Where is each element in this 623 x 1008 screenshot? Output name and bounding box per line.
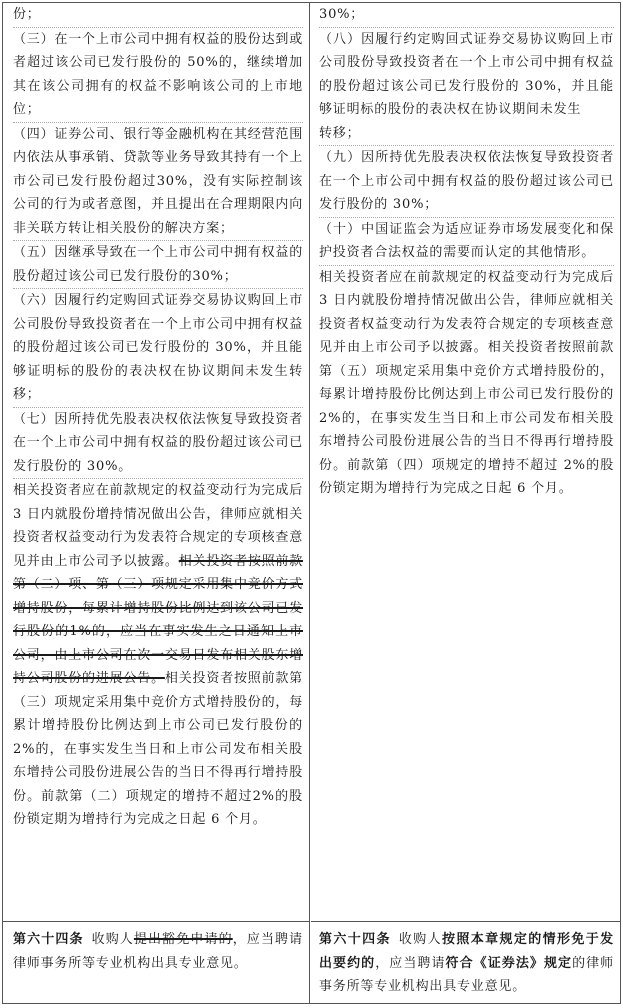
article-text: ，应当聘请 bbox=[375, 955, 446, 971]
left-cell-article-63 bbox=[3, 3, 310, 921]
left-item-4: （四）证券公司、银行等金融机构在其经营范围内依法从事承销、贷款等业务导致其持有一个上市公司已发行股份超过30%，没有实际控制该公司的行为或者意图，并且提出在合理期限内向非关联方转让相关股份的解决方案； bbox=[13, 126, 303, 236]
left-item-5: （五）因继承导致在一个上市公司中拥有权益的股份超过该公司已发行股份的30%； bbox=[13, 245, 303, 284]
deleted-text: 相关投资者按照前款第（二）项、第（三）项规定采用集中竞价方式增持股份，每累计增持股份比例达到该公司已发行股份的1%的，应当在事实发生之日通知上市公司，由上市公司在次一交易日发布相关股东增持公司股份的进展公告。 bbox=[13, 553, 303, 686]
article-number: 第六十四条 bbox=[13, 932, 84, 947]
right-disclosure-text: 相关投资者应在前款规定的权益变动行为完成后 3 日内就股份增持情况做出公告，律师应就相关投资者权益变动行为发表符合规定的专项核查意见并由上市公司予以披露。 bbox=[319, 269, 614, 355]
left-disclosure-paragraph bbox=[13, 479, 303, 832]
right-article-64 bbox=[319, 928, 614, 999]
right-disclosure-paragraph bbox=[319, 266, 614, 501]
left-item-3: （三）在一个上市公司中拥有权益的股份达到或者超过该公司已发行股份的 50%的，继续增加其在该公司拥有的权益不影响该公司的上市地位； bbox=[13, 31, 303, 117]
right-item-9: （九）因所持优先股表决权依法恢复导致投资者在一个上市公司中拥有权益的股份超过该公司已发行股份的 30%； bbox=[319, 150, 614, 212]
article-text: 的律师事务所等专业机构出具专业意见。 bbox=[319, 955, 614, 994]
article-text: 收购人 bbox=[91, 932, 134, 947]
deleted-text: 提出豁免申请的 bbox=[133, 932, 233, 947]
right-cell-article-64 bbox=[311, 921, 620, 1003]
left-disclosure-text: 相关投资者应在前款规定的权益变动行为完成后 3 日内就股份增持情况做出公告，律师应就相关投资者权益变动行为发表符合规定的专项核查意见并由上市公司予以披露。 bbox=[13, 483, 304, 569]
added-text: 按照本章规定的情形免于发出要约的 bbox=[319, 932, 614, 971]
left-item-6: （六）因履行约定购回式证券交易协议购回上市公司股份导致投资者在一个上市公司中拥有权益的股份超过该公司已发行股份的 30%，并且能够证明标的股份的表决权在协议期间未发生转移； bbox=[13, 293, 303, 402]
comparison-table bbox=[2, 2, 621, 1004]
right-item-8: （八）因履行约定购回式证券交易协议购回上市公司股份导致投资者在一个上市公司中拥有权益的股份超过该公司已发行股份的 30%，并且能够证明标的股份的表决权在协议期间未发生 bbox=[319, 31, 614, 117]
added-text: 符合《证券法》规定 bbox=[445, 955, 573, 971]
article-text: 收购人 bbox=[398, 932, 443, 947]
right-item-8-cont: 转移； bbox=[319, 125, 361, 141]
left-increase-rule-text: 相关投资者按照前款第（三）项规定采用集中竞价方式增持股份的，每累计增持股份比例达到上市公司已发行股份的 2%的，在事实发生当日和上市公司发布相关股东增持公司股份进展公告的当日不得再行增持股份。前款第（二）项规定的增持不超过2%的股份锁定期为增持行为完成之日起 6 个月。 bbox=[13, 671, 303, 827]
left-cell-article-64 bbox=[3, 921, 310, 1003]
article-text: ，应当聘请律师事务所等专业机构出具专业意见。 bbox=[13, 932, 303, 971]
left-paragraph-top: 份； bbox=[13, 7, 41, 22]
right-paragraph-top: 30%； bbox=[319, 7, 365, 22]
article-number: 第六十四条 bbox=[319, 932, 391, 947]
right-cell-article-63 bbox=[311, 3, 620, 921]
left-article-64 bbox=[13, 928, 303, 975]
right-item-10: （十）中国证监会为适应证券市场发展变化和保护投资者合法权益的需要而认定的其他情形。 bbox=[319, 221, 614, 260]
right-increase-rule-text: 相关投资者按照前款第（五）项规定采用集中竞价方式增持股份的，每累计增持股份比例达到上市公司已发行股份的 2%的，在事实发生当日和上市公司发布相关股东增持公司股份进展公告的当日不得再行增持股份。前款第（四）项规定的增持不超过 2%的股份锁定期为增持行为完成之日起 6 个月。 bbox=[319, 340, 614, 496]
left-item-7: （七）因所持优先股表决权依法恢复导致投资者在一个上市公司中拥有权益的股份超过该公司已发行股份的 30%。 bbox=[13, 411, 303, 474]
